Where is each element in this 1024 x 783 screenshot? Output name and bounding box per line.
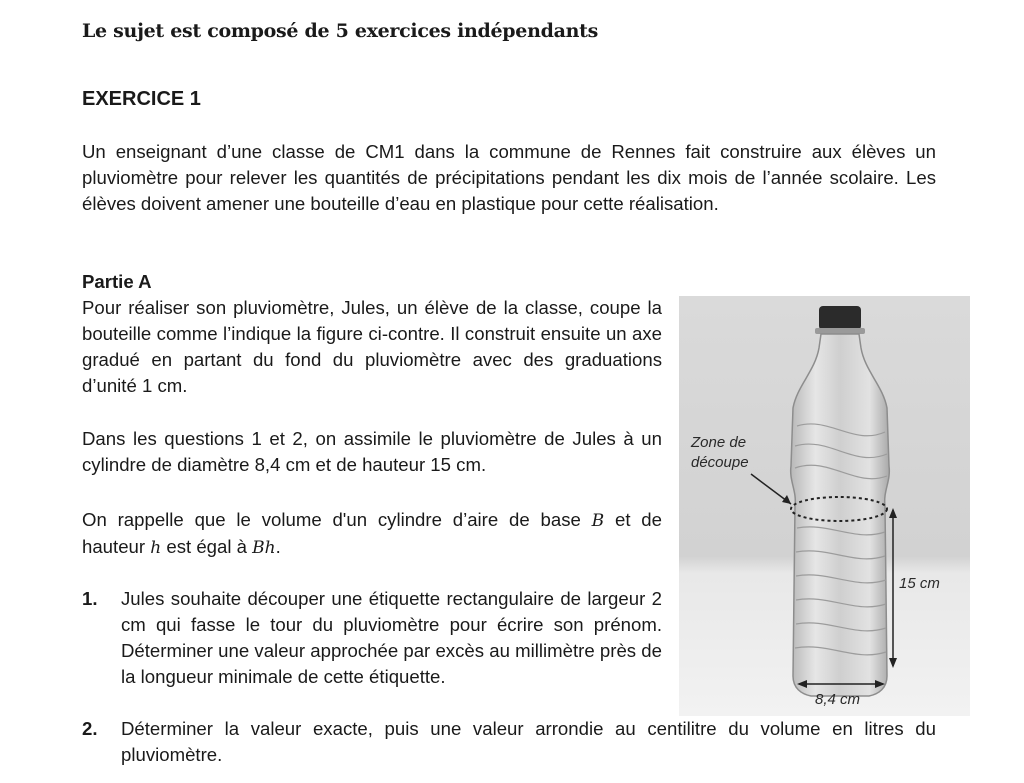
question-2-text: Déterminer la valeur exacte, puis une valeur arrondie au centilitre du volume en litres du pluviomètre. [121, 718, 936, 765]
diameter-label: 8,4 cm [815, 691, 861, 708]
part-a-title: Partie A [82, 271, 152, 292]
bottle-cap [819, 306, 861, 330]
reminder-text-1: On rappelle que le volume d'un cylindre d’aire de base [82, 509, 592, 530]
question-1-text: Jules souhaite découper une étiquette rectangulaire de largeur 2 cm qui fasse le tour du pluviomètre pour écrire son prénom. Déterminer une valeur approchée par excès au millimètre près de la longueur minimale de cette étiquette. [121, 588, 662, 687]
bottle-figure [679, 296, 970, 716]
subject-header: Le sujet est composé de 5 exercices indépendants [82, 20, 598, 42]
reminder-text-3: est égal à [161, 536, 253, 557]
bottle-neck-ring [815, 328, 865, 334]
reminder-text-2: et de hauteur [82, 509, 662, 557]
zone-label-line-2: découpe [691, 454, 749, 471]
exercise-title: EXERCICE 1 [82, 88, 201, 110]
question-1-number: 1. [82, 588, 98, 609]
bottle-body [791, 334, 890, 696]
height-label: 15 cm [899, 575, 940, 592]
part-a-paragraph-3 [82, 507, 662, 561]
reminder-text-4: . [275, 536, 281, 557]
part-a-paragraph-1: Pour réaliser son pluviomètre, Jules, un élève de la classe, coupe la bouteille comme l’indique la figure ci-contre. Il construit ensuite un axe gradué en partant du fond du pluviomètre avec des graduations d’unité 1 cm. [82, 297, 662, 396]
question-2-number: 2. [82, 718, 98, 739]
math-B: B [591, 511, 605, 531]
bottle-photo [679, 296, 970, 716]
intro-paragraph: Un enseignant d’une classe de CM1 dans la commune de Rennes fait construire aux élèves un pluviomètre pour relever les quantités de précipitations pendant les dix mois de l’année scolaire. Les élèves doivent amener une bouteille d’eau en plastique pour cette réalisation. [82, 141, 936, 214]
math-h: h [150, 538, 162, 558]
zone-label-line-1: Zone de [691, 434, 747, 451]
math-Bh: Bh [252, 538, 276, 558]
part-a-paragraph-2: Dans les questions 1 et 2, on assimile le pluviomètre de Jules à un cylindre de diamètre 8,4 cm et de hauteur 15 cm. [82, 428, 662, 475]
